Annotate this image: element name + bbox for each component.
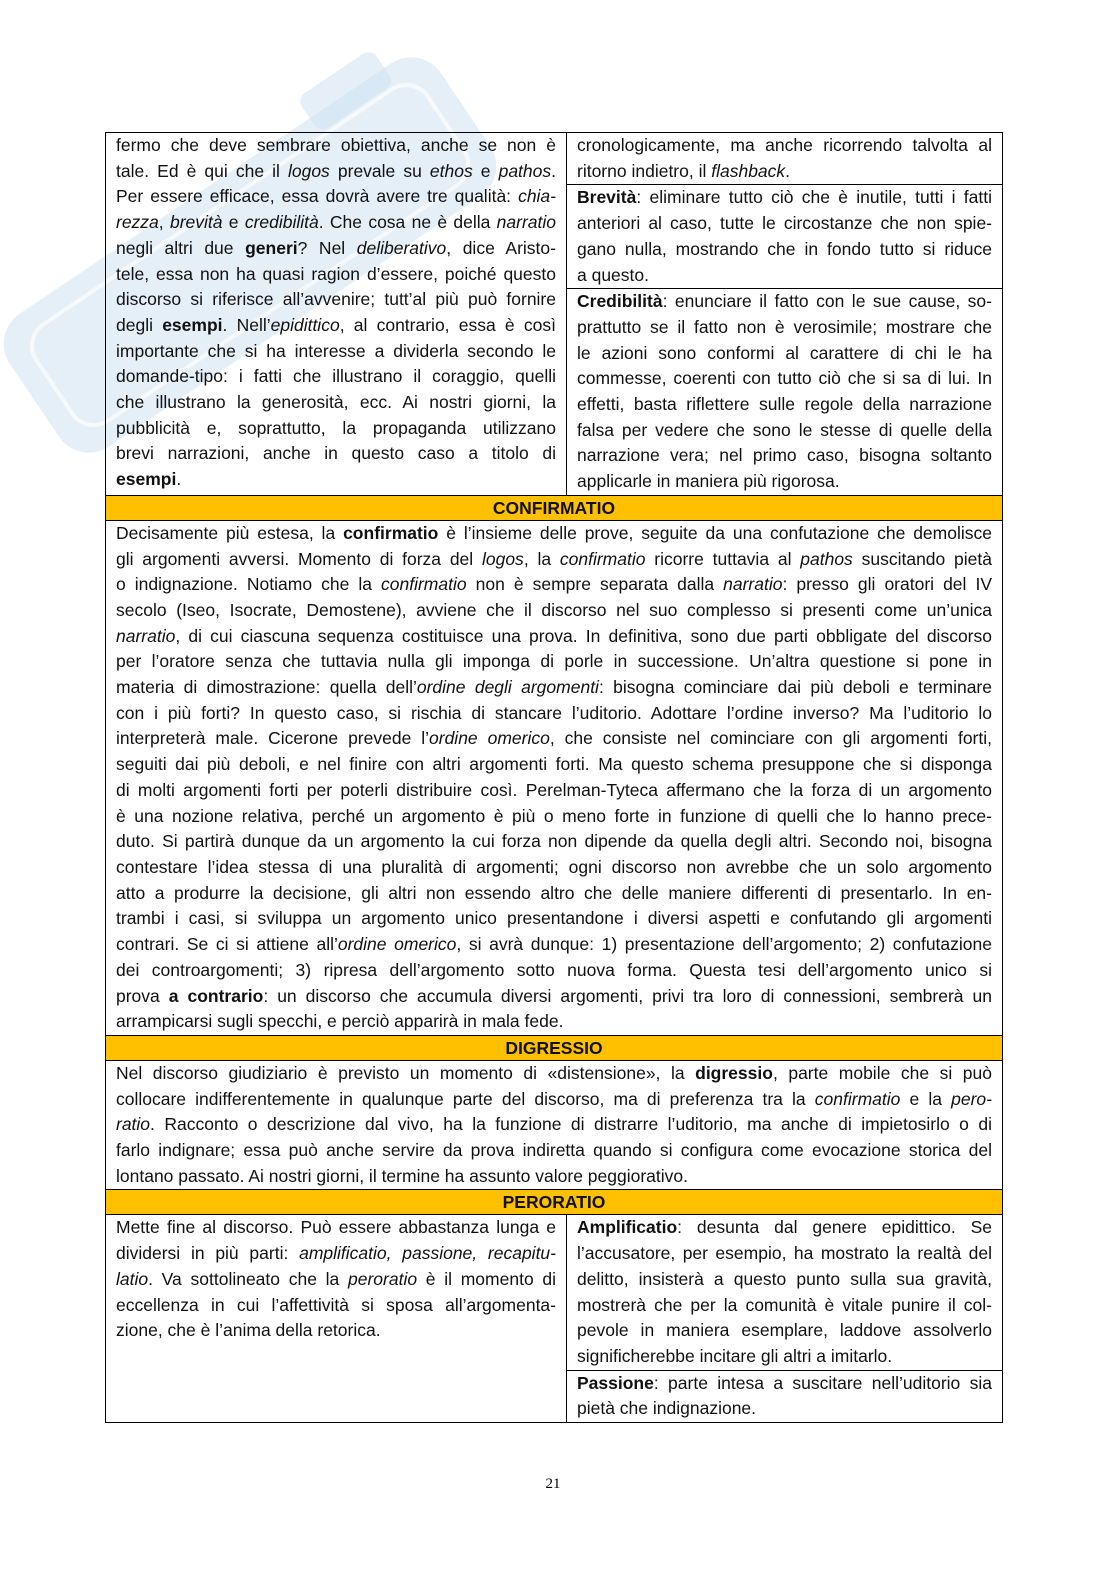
text-run: zione, che è l’anima della retorica. xyxy=(116,1320,381,1341)
text-line xyxy=(116,521,992,547)
text-line xyxy=(577,1371,992,1397)
text-run: : presso gli oratori del IV xyxy=(782,574,992,595)
text-run: atto a produrre la decisione, gli altri non essendo altro che delle maniere differenti di presentarlo. In en- xyxy=(116,882,992,903)
text-run: è il momento di xyxy=(417,1268,557,1289)
text-run: secolo (Iseo, Isocrate, Demostene), avviene che il discorso nel suo complesso si presenti come un’unica xyxy=(116,599,992,620)
text-run: dividersi in più parti: xyxy=(116,1243,300,1264)
text-run: , parte mobile che si può xyxy=(772,1062,992,1083)
text-line xyxy=(116,133,556,159)
text-run: falsa per vedere che sono le stesse di quelle della xyxy=(577,419,992,440)
bold-term: Credibilità xyxy=(577,291,663,312)
text-run: trambi i casi, si sviluppa un argomento unico presentandone i diversi aspetti e confutando gli argomenti xyxy=(116,908,992,929)
italic-term: flashback xyxy=(711,160,786,181)
italic-term: pathos xyxy=(800,548,853,569)
text-line xyxy=(116,726,992,752)
italic-term: ratio xyxy=(116,1114,151,1135)
text-run: cronologicamente, ma anche ricorrendo talvolta al xyxy=(577,135,992,155)
italic-term: rezza xyxy=(116,212,159,233)
text-run: contrari. Se ci si attiene all’ xyxy=(116,934,338,955)
italic-term: epidittico xyxy=(270,314,340,335)
text-line xyxy=(577,341,992,367)
text-run: , la xyxy=(523,548,560,569)
text-line xyxy=(116,1138,992,1164)
text-line xyxy=(116,1112,992,1138)
narratio-continuation-cell xyxy=(567,133,1002,184)
confirmatio-heading: CONFIRMATIO xyxy=(106,495,1002,521)
italic-term: pathos xyxy=(498,160,552,181)
text-line xyxy=(577,185,992,211)
text-line xyxy=(116,159,556,185)
text-run: suscitando pietà xyxy=(852,548,993,569)
text-run: applicarle in maniera più rigorosa. xyxy=(577,471,840,492)
text-line xyxy=(577,159,992,185)
italic-term: ordine omerico xyxy=(429,728,550,749)
text-line xyxy=(577,469,992,495)
text-line xyxy=(116,1215,556,1241)
text-line xyxy=(116,547,992,573)
text-run: con i più forti? In questo caso, si rischia di stancare l’uditorio. Adottare l’ordine inverso? Ma l’uditorio lo xyxy=(116,702,992,723)
text-run: seguiti dai più deboli, e nel finire con altri argomenti forti. Ma questo schema presuppone che si disponga xyxy=(116,754,992,775)
italic-term: narratio xyxy=(116,625,176,646)
text-line xyxy=(577,392,992,418)
text-run: significherebbe incitare gli altri a imitarlo. xyxy=(577,1345,893,1366)
italic-term: brevità xyxy=(169,212,223,233)
text-line xyxy=(116,984,992,1010)
text-run: lontano passato. Ai nostri giorni, il termine ha assunto valore peggiorativo. xyxy=(116,1165,688,1186)
text-run: farlo indignare; essa può anche servire da prova indiretta quando si configura come evocazione storica del xyxy=(116,1140,992,1161)
text-line xyxy=(577,443,992,469)
text-line xyxy=(116,184,556,210)
text-run: e xyxy=(472,160,499,181)
text-run: . Va sottolineato che la xyxy=(148,1268,348,1289)
bold-term: esempi xyxy=(162,314,223,335)
text-run: e xyxy=(222,212,245,233)
text-run: importante che si ha interesse a dividerla secondo le xyxy=(116,340,556,361)
narratio-row xyxy=(106,133,1002,495)
bold-term: Amplificatio xyxy=(577,1217,678,1238)
text-line xyxy=(116,701,992,727)
text-run: eccellenza in cui l’affettività si sposa all’argomenta- xyxy=(116,1294,556,1315)
text-run: anteriori al caso, tutte le circostanze che non spie- xyxy=(577,213,992,234)
text-run: domande-tipo: i fatti che illustrano il coraggio, quelli xyxy=(116,366,556,387)
italic-term: narratio xyxy=(496,212,556,233)
text-run: è l’insieme delle prove, seguite da una confutazione che demolisce xyxy=(438,522,992,543)
text-run: è una nozione relativa, perché un argomento è più o meno forte in funzione di quelli che lo hanno prece- xyxy=(116,805,992,826)
text-line xyxy=(577,133,992,159)
text-run: Decisamente più estesa, la xyxy=(116,522,344,543)
text-line xyxy=(116,624,992,650)
text-run: , dice Aristo- xyxy=(446,237,556,258)
text-line xyxy=(116,1009,992,1035)
text-run: prattutto se il fatto non è verosimile; mostrare che xyxy=(577,316,992,337)
italic-term: amplificatio, passione, recapitu- xyxy=(299,1243,556,1264)
text-line xyxy=(116,752,992,778)
text-run: ritorno indietro, il xyxy=(577,160,712,181)
text-line xyxy=(577,211,992,237)
text-line xyxy=(116,958,992,984)
text-run: , xyxy=(158,212,170,233)
text-run: brevi narrazioni, anche in questo caso a titolo di xyxy=(116,443,556,464)
text-run: , si avrà dunque: 1) presentazione dell’argomento; 2) confutazione xyxy=(456,934,992,955)
text-run: , che consiste nel cominciare con gli argomenti forti, xyxy=(549,728,992,749)
text-run: o indignazione. Notiamo che la xyxy=(116,574,381,595)
text-run: : desunta dal genere epidittico. Se xyxy=(677,1217,992,1238)
text-run: interpreterà male. Cicerone prevede l’ xyxy=(116,728,430,749)
text-line xyxy=(116,364,556,390)
bold-term: Passione xyxy=(577,1372,654,1393)
text-run: prova xyxy=(116,985,169,1006)
text-run: degli xyxy=(116,314,163,335)
text-run: dei controargomenti; 3) ripresa dell’argomento sotto nuova forma. Questa tesi dell’argomento unico si xyxy=(116,959,992,980)
italic-term: peroratio xyxy=(348,1268,418,1289)
text-run: discorso si riferisce all’avvenire; tutt’al più può fornire xyxy=(116,289,556,310)
text-line xyxy=(116,1293,556,1319)
text-run: narrazione vera; nel primo caso, bisogna soltanto xyxy=(577,445,992,466)
text-line xyxy=(577,366,992,392)
italic-term: ethos xyxy=(429,160,473,181)
text-line xyxy=(116,287,556,313)
text-run: , al contrario, essa è così xyxy=(339,314,556,335)
text-line xyxy=(577,263,992,289)
italic-term: latio xyxy=(116,1268,149,1289)
text-run: commesse, coerenti con tutto ciò che si sa di lui. In xyxy=(577,368,992,389)
text-line xyxy=(116,649,992,675)
text-run: contestare l’idea stessa di una pluralità di argomenti; ogni discorso non avrebbe che un solo argomento xyxy=(116,856,992,877)
text-line xyxy=(116,932,992,958)
text-run: tale. Ed è qui che il xyxy=(116,160,288,181)
passione-cell xyxy=(567,1370,1002,1422)
text-line xyxy=(116,1318,556,1344)
bold-term: digressio xyxy=(695,1062,773,1083)
peroratio-right-column xyxy=(567,1215,1002,1422)
peroratio-heading: PERORATIO xyxy=(106,1189,1002,1215)
italic-term: confirmatio xyxy=(381,574,467,595)
italic-term: logos xyxy=(287,160,330,181)
text-run: , di cui ciascuna sequenza costituisce una prova. In definitiva, sono due parti obbligate del discorso xyxy=(175,625,992,646)
text-run: ? Nel xyxy=(297,237,357,258)
text-run: Per essere efficace, essa dovrà avere tre qualità: xyxy=(116,186,519,207)
bold-term: a contrario xyxy=(168,985,264,1006)
italic-term: logos xyxy=(481,548,524,569)
text-line xyxy=(116,441,556,467)
text-run: che illustrano la generosità, ecc. Ai nostri giorni, la xyxy=(116,392,556,413)
text-run: : parte intesa a suscitare nell’uditorio sia xyxy=(653,1372,992,1393)
text-run: prevale su xyxy=(329,160,430,181)
text-run: pubblicità e, soprattutto, la propaganda utilizzano xyxy=(116,417,556,438)
text-run: l’accusatore, per esempio, ha mostrato la realtà del xyxy=(577,1243,992,1264)
text-run: pevole in maniera esemplare, laddove assolverlo xyxy=(577,1320,992,1341)
peroratio-row xyxy=(106,1215,1002,1422)
text-line xyxy=(116,390,556,416)
text-run: negli altri due xyxy=(116,237,246,258)
text-run: tele, essa non ha quasi ragion d’essere, poiché questo xyxy=(116,263,556,284)
text-line xyxy=(577,1318,992,1344)
text-line xyxy=(577,1396,992,1422)
text-line xyxy=(116,572,992,598)
text-line xyxy=(116,210,556,236)
text-line xyxy=(116,1164,992,1190)
text-line xyxy=(577,1215,992,1241)
text-run: delitto, insisterà a questo punto sulla sua gravità, xyxy=(577,1268,992,1289)
italic-term: credibilità xyxy=(244,212,319,233)
text-run: arrampicarsi sugli specchi, e perciò apparirà in mala fede. xyxy=(116,1011,564,1032)
bold-term: Brevità xyxy=(577,187,637,208)
italic-term: ordine omerico xyxy=(337,934,457,955)
text-line xyxy=(577,1344,992,1370)
text-run: . xyxy=(551,160,557,181)
text-line xyxy=(577,237,992,263)
text-run: . Nell’ xyxy=(222,314,271,335)
text-line xyxy=(116,778,992,804)
amplificatio-cell xyxy=(567,1215,1002,1369)
digressio-heading: DIGRESSIO xyxy=(106,1035,1002,1061)
text-line xyxy=(116,1267,556,1293)
text-run: pietà che indignazione. xyxy=(577,1398,757,1419)
text-line xyxy=(577,315,992,341)
text-run: ricorre tuttavia al xyxy=(645,548,801,569)
text-run: a questo. xyxy=(577,264,649,285)
text-line xyxy=(116,313,556,339)
text-line xyxy=(116,675,992,701)
digressio-cell xyxy=(106,1061,1002,1190)
text-line xyxy=(116,1061,992,1087)
text-line xyxy=(116,829,992,855)
text-line xyxy=(116,416,556,442)
bold-term: confirmatio xyxy=(343,522,439,543)
text-line xyxy=(116,236,556,262)
text-run: effetti, basta riflettere sulle regole della narrazione xyxy=(577,394,992,415)
text-run: . Che cosa ne è della xyxy=(318,212,497,233)
credibilita-cell xyxy=(567,288,1002,495)
text-run: gli argomenti avversi. Momento di forza del xyxy=(116,548,482,569)
text-run: : eliminare tutto ciò che è inutile, tutti i fatti xyxy=(636,187,992,208)
text-line xyxy=(116,855,992,881)
text-run: Nel discorso giudiziario è previsto un momento di «distensione», la xyxy=(116,1062,696,1083)
text-line xyxy=(116,262,556,288)
confirmatio-cell xyxy=(106,521,1002,1035)
text-run: mostrerà che per la comunità è vitale punire il col- xyxy=(577,1294,992,1315)
text-line xyxy=(116,1087,992,1113)
text-run: di molti argomenti forti per poterli distribuire così. Perelman-Tyteca affermano che la forza di un argomento xyxy=(116,779,992,800)
text-line xyxy=(577,1267,992,1293)
peroratio-cell-left xyxy=(106,1215,567,1422)
text-run: . Racconto o descrizione dal vivo, ha la funzione di distrarre l’uditorio, ma anche di impietosirlo o di xyxy=(150,1114,992,1135)
text-line xyxy=(577,1241,992,1267)
text-run: Mette fine al discorso. Può essere abbastanza lunga e xyxy=(116,1217,556,1238)
bold-term: esempi xyxy=(116,469,177,490)
text-line xyxy=(116,467,556,493)
page-number: 21 xyxy=(545,1476,561,1492)
content-table xyxy=(105,132,1003,1423)
narratio-right-column xyxy=(567,133,1002,495)
italic-term: chia- xyxy=(518,186,556,207)
brevita-cell xyxy=(567,184,1002,288)
text-line xyxy=(577,1293,992,1319)
text-line xyxy=(116,339,556,365)
text-run: . xyxy=(785,160,791,181)
text-run: fermo che deve sembrare obiettiva, anche se non è xyxy=(116,135,556,155)
text-run: e la xyxy=(900,1088,952,1109)
narratio-cell-left xyxy=(106,133,567,495)
text-line xyxy=(577,289,992,315)
text-line xyxy=(116,881,992,907)
text-run: : bisogna cominciare dai più deboli e terminare xyxy=(598,677,992,698)
text-line xyxy=(116,1241,556,1267)
text-run: : enunciare il fatto con le sue cause, so- xyxy=(662,291,992,312)
text-run: materia di dimostrazione: quella dell’ xyxy=(116,677,417,698)
text-line xyxy=(116,906,992,932)
text-run: non è sempre separata dalla xyxy=(466,574,724,595)
text-line xyxy=(577,418,992,444)
italic-term: ordine degli argomenti xyxy=(416,677,599,698)
text-line xyxy=(116,804,992,830)
italic-term: deliberativo xyxy=(356,237,447,258)
text-line xyxy=(116,598,992,624)
italic-term: narratio xyxy=(723,574,783,595)
text-run: . xyxy=(176,469,182,490)
text-run: per l’oratore senza che tuttavia nulla gli imponga di porle in successione. Un’altra questione si pone in xyxy=(116,651,992,672)
text-run: collocare indifferentemente in qualunque parte del discorso, ma di preferenza tra la xyxy=(116,1088,815,1109)
text-run: gano nulla, mostrando che in fondo tutto si riduce xyxy=(577,238,992,259)
text-run: le azioni sono conformi al carattere di chi le ha xyxy=(577,342,992,363)
italic-term: pero- xyxy=(951,1088,992,1109)
text-run: duto. Si partirà dunque da un argomento la cui forza non dipende da quella degli altri. Secondo noi, bisogna xyxy=(116,831,992,852)
bold-term: generi xyxy=(245,237,298,258)
italic-term: confirmatio xyxy=(814,1088,901,1109)
text-run: : un discorso che accumula diversi argomenti, privi tra loro di connessioni, sembrerà un xyxy=(263,985,992,1006)
italic-term: confirmatio xyxy=(559,548,646,569)
